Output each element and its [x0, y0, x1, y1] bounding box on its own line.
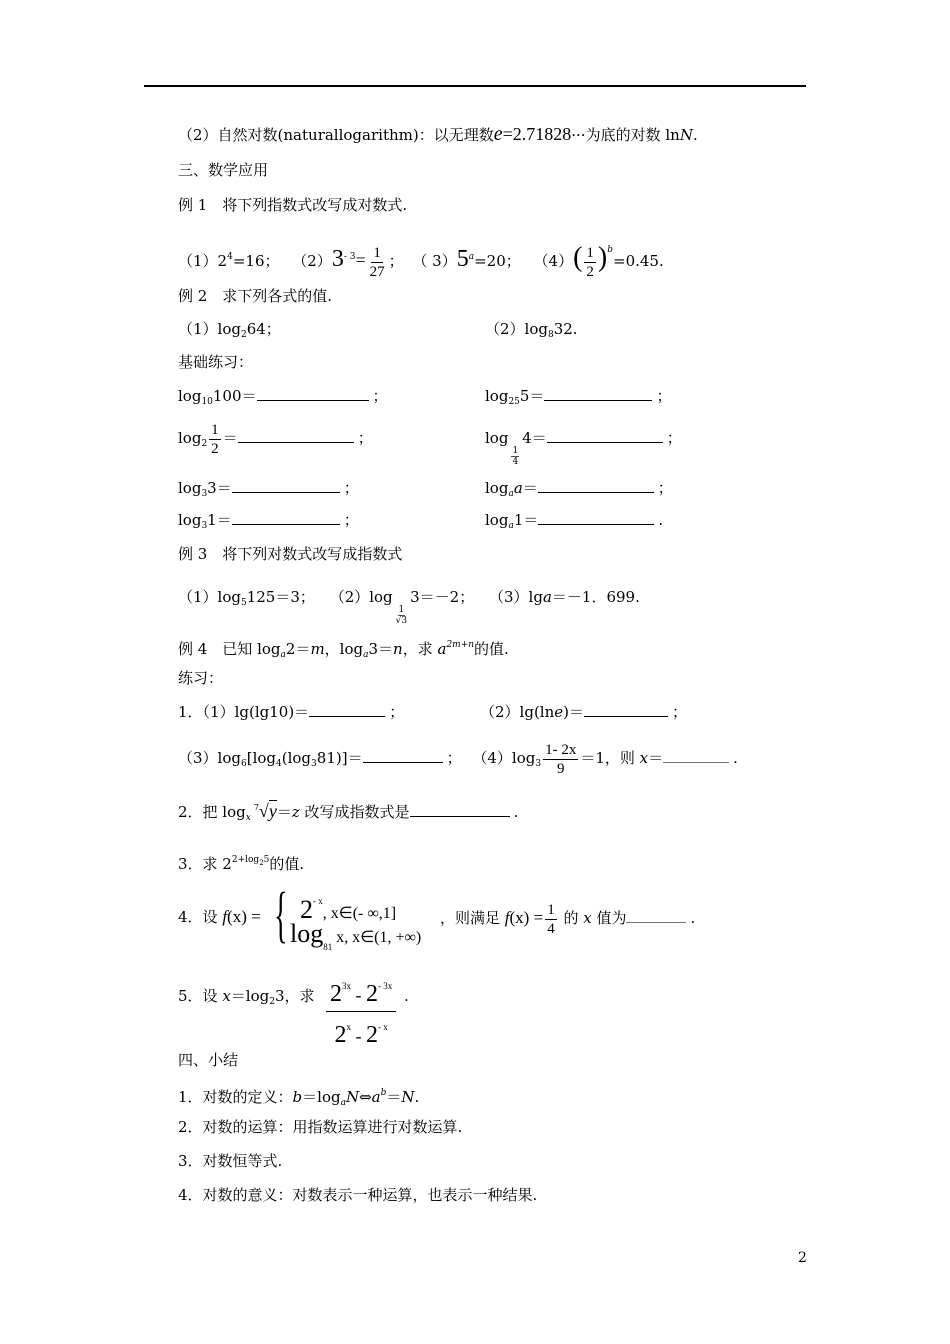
fraction [368, 244, 387, 281]
denominator: 4 [512, 457, 519, 467]
denominator: 2 [586, 263, 594, 280]
example-3-title: 例 3 将下列对数式改写成指数式 [178, 545, 403, 563]
answer-blank[interactable] [663, 748, 729, 763]
text: （1）log [178, 588, 241, 606]
var-a: a [513, 479, 523, 497]
answer-blank[interactable] [584, 702, 668, 717]
practice-5-end: . [404, 987, 409, 1005]
text: （3）lg [489, 588, 543, 606]
exercise-log2-half [178, 418, 373, 464]
text: 81)]＝ [316, 749, 363, 767]
practice-1-2 [480, 702, 687, 722]
practice-1-1 [178, 702, 404, 722]
text: . [513, 803, 519, 821]
numerator: 1 [398, 605, 405, 615]
text: 2 [366, 1022, 378, 1048]
text: （2）自然对数(naturallogarithm)：以无理数 [178, 126, 494, 144]
section-heading: 三、数学应用 [178, 161, 269, 179]
exponent: 2m+n [446, 640, 475, 650]
subscript: 5 [240, 598, 247, 608]
text: ，求 [402, 640, 438, 658]
exponent: 3x [342, 981, 351, 991]
text: 3＝ [207, 479, 232, 497]
answer-blank[interactable] [544, 386, 652, 401]
subscript: 2 [269, 997, 275, 1007]
subscript: a [280, 650, 286, 660]
subscript: a [363, 650, 369, 660]
text: ； [446, 749, 462, 767]
numerator [326, 972, 396, 1012]
var-e: e [554, 703, 564, 721]
text: 为底的对数 ln [585, 126, 680, 144]
text: ＝－1．699. [551, 588, 640, 606]
text: 2 [330, 981, 342, 1007]
text: （1） [178, 252, 218, 270]
text: (x) = [227, 907, 261, 926]
text: =20； [474, 252, 521, 270]
text: （4）log [472, 749, 536, 767]
text: 的值. [269, 855, 305, 873]
subscript: 10 [201, 397, 213, 407]
text: 64； [246, 320, 281, 338]
subscript: 81 [323, 942, 333, 952]
answer-blank[interactable] [363, 748, 443, 763]
var-N: N [401, 1088, 415, 1106]
text: log [178, 429, 202, 447]
var-f: f [222, 907, 228, 926]
answer-blank[interactable] [538, 478, 654, 493]
text: . [690, 909, 696, 927]
subscript: a [340, 1098, 346, 1108]
basic-practice-title: 基础练习： [178, 353, 254, 371]
text: ； [657, 479, 673, 497]
answer-blank[interactable] [309, 702, 385, 717]
example-4 [178, 635, 509, 665]
exponent: 2+log [231, 855, 260, 865]
text: =2.71828 [502, 124, 572, 144]
var-b: b [292, 1088, 303, 1106]
subscript: 4 [276, 759, 282, 769]
exercise-loga-a [485, 478, 673, 504]
subscript: 25 [508, 397, 520, 407]
practice-5-prefix [178, 986, 315, 1012]
text: 值为 [591, 909, 627, 927]
text: log [178, 511, 202, 529]
practice-4-prefix [178, 907, 261, 927]
subscript: 8 [547, 330, 554, 340]
text: = [355, 250, 366, 270]
text: ； [372, 387, 388, 405]
text: ··· [571, 126, 586, 144]
text: 5＝ [519, 387, 545, 405]
text: ＝1，则 [580, 749, 640, 767]
text: ； [656, 387, 672, 405]
text: 5．设 [178, 987, 223, 1005]
root-index: 7 [253, 803, 259, 812]
header-rule [144, 85, 806, 87]
text: - [351, 1026, 366, 1046]
example-1-title: 例 1 将下列指数式改写成对数式. [178, 196, 408, 214]
text: ＝ [222, 429, 238, 447]
text: . [658, 511, 664, 529]
exercise-log10-100 [178, 386, 388, 412]
section-heading: 四、小结 [178, 1051, 239, 1069]
text: log [178, 387, 202, 405]
subscript: 6 [240, 759, 247, 769]
text: ＝ [386, 1088, 402, 1106]
var-x: x [222, 987, 231, 1005]
answer-blank[interactable] [410, 802, 510, 817]
exponent: - 3 [343, 252, 356, 262]
text: 3．求 2 [178, 855, 232, 873]
subscript-fraction [511, 446, 519, 468]
fraction [545, 901, 557, 938]
fraction [543, 741, 578, 778]
text: 2 [366, 981, 378, 1007]
var-a: a [371, 1088, 381, 1106]
text: 改写成指数式是 [299, 803, 410, 821]
answer-blank[interactable] [232, 510, 340, 525]
summary-3: 3．对数恒等式. [178, 1152, 283, 1170]
text: 的 [558, 909, 584, 927]
fraction [584, 244, 596, 281]
text: ＝log [302, 1088, 341, 1106]
text: ＝ [276, 803, 292, 821]
var-a: a [542, 588, 552, 606]
subscript: 3 [535, 759, 542, 769]
numerator: 1- 2x [545, 741, 577, 758]
text: （2） [292, 252, 332, 270]
text: 5 [456, 246, 469, 272]
practice-4-suffix [440, 898, 695, 938]
example-1-items: $(1)2^4=16$； $(2)3^{- 3}=$ $\frac{1}{27}$ ； （ $3)5^a=20$； （4）( $\frac{1}{2}$ )$^b$=0.45. [178, 242, 664, 280]
text: 32. [553, 320, 578, 338]
practice-5-fraction [326, 972, 396, 1053]
summary-4: 4．对数的意义：对数表示一种运算，也表示一种结果. [178, 1186, 538, 1204]
var-n: n [393, 640, 403, 658]
text: =16； [232, 252, 280, 270]
exponent: x [346, 1022, 351, 1032]
text: log [485, 479, 509, 497]
text: 的值. [474, 640, 509, 658]
text: ； [666, 429, 682, 447]
subscript: 3 [201, 489, 208, 499]
example-2-item-1 [178, 319, 281, 345]
text: )＝ [563, 703, 585, 721]
text: log [485, 429, 509, 447]
subscript: x [245, 813, 251, 823]
exponent: b [607, 245, 613, 255]
text: ⇔ [359, 1088, 372, 1106]
text: 1．对数的定义： [178, 1088, 293, 1106]
subscript: a [508, 521, 514, 531]
text: ，log [324, 640, 364, 658]
text: （2）log [485, 320, 548, 338]
natural-log-line [178, 124, 698, 145]
text: 1．（1）lg(lg10)＝ [178, 703, 310, 721]
exercise-loga-1 [485, 510, 663, 536]
page-number: 2 [798, 1250, 807, 1266]
example-2-item-2 [485, 319, 578, 345]
text: 4．设 [178, 908, 223, 926]
text: ； [357, 429, 373, 447]
text: （ 3） [412, 252, 457, 270]
text: 3＝－2； [410, 588, 475, 606]
text: 125＝3； [246, 588, 315, 606]
exponent: - 3x [378, 981, 393, 991]
text: 1＝ [513, 511, 539, 529]
summary-1 [178, 1083, 419, 1113]
answer-blank[interactable] [547, 428, 663, 443]
subscript: 3 [201, 521, 208, 531]
exercise-log-quarter-4 [485, 428, 682, 468]
exercise-log25-5 [485, 386, 671, 412]
denominator: 2 [211, 440, 219, 457]
text: 3 [331, 246, 344, 272]
text: ； [388, 252, 404, 270]
text: （1）log [178, 320, 241, 338]
denominator: 4 [547, 920, 555, 937]
practice-3 [178, 850, 304, 874]
text: （2）lg(ln [480, 703, 555, 721]
text: log [290, 919, 324, 948]
text: 3＝ [368, 640, 394, 658]
text: ； [343, 511, 359, 529]
subscript-fraction [396, 605, 407, 627]
example-3-items [178, 587, 640, 627]
text: ＝log [230, 987, 270, 1005]
text: 2．把 log [178, 803, 246, 821]
denominator: 27 [369, 263, 385, 280]
practice-1-3-4 [178, 738, 738, 784]
text: 例 4 已知 log [178, 640, 281, 658]
var-f: f [504, 908, 510, 927]
radical-sign: √ [258, 801, 269, 821]
denominator: √3 [395, 616, 408, 626]
exercise-log3-3 [178, 478, 359, 504]
answer-blank[interactable] [626, 908, 686, 923]
numerator: 1 [586, 244, 594, 261]
practice-title: 练习： [178, 669, 224, 687]
text: x, x∈(1, +∞) [332, 929, 422, 946]
answer-blank[interactable] [238, 428, 354, 443]
text: . [733, 749, 738, 767]
var-N: N [345, 1088, 360, 1106]
text: (log [281, 749, 312, 767]
text: . [414, 1088, 420, 1106]
exponent: 4 [227, 252, 233, 262]
piecewise-brace: { [274, 881, 288, 949]
text: (x) = [509, 908, 544, 927]
answer-blank[interactable] [232, 478, 340, 493]
text: 2＝ [285, 640, 311, 658]
var-x: x [583, 909, 592, 927]
exponent-subscript: 2 [259, 859, 264, 867]
text: [log [246, 749, 277, 767]
text: （4） [533, 252, 574, 270]
text: ； [672, 703, 688, 721]
exponent: a [468, 252, 475, 262]
exercise-log3-1 [178, 510, 359, 536]
practice-2 [178, 796, 518, 830]
text: ＝ [522, 479, 538, 497]
text: 2 [334, 1022, 347, 1048]
text: 3，求 [274, 987, 315, 1005]
subscript: 2 [240, 330, 247, 340]
var-e: e [493, 123, 503, 145]
text: log [485, 511, 509, 529]
exponent: 5 [263, 855, 270, 865]
text: 100＝ [212, 387, 257, 405]
numerator: 1 [547, 901, 555, 918]
text: ＝ [648, 749, 664, 767]
text: log [485, 387, 509, 405]
radicand: y [268, 801, 277, 821]
text: - [351, 985, 366, 1005]
exponent: b [380, 1088, 387, 1098]
text: ； [389, 703, 405, 721]
text: 2 [217, 252, 228, 270]
text: 1＝ [207, 511, 232, 529]
subscript: 3 [311, 759, 317, 769]
denominator [331, 1012, 392, 1053]
var-a: a [437, 640, 447, 658]
text: （2）log [329, 588, 393, 606]
text: log [178, 479, 202, 497]
text: =0.45. [613, 252, 664, 270]
text: ； [343, 479, 359, 497]
text: . [692, 126, 698, 144]
numerator: 1 [373, 244, 381, 261]
exponent: - x [313, 896, 323, 906]
text: , x∈(- ∞,1] [322, 905, 397, 922]
numerator: 1 [211, 421, 219, 438]
answer-blank[interactable] [257, 386, 369, 401]
denominator: 9 [556, 760, 565, 777]
answer-blank[interactable] [538, 510, 654, 525]
text: 2 [300, 895, 313, 924]
var-m: m [310, 640, 325, 658]
exponent: - x [378, 1022, 388, 1032]
var-x: x [639, 749, 649, 767]
subscript: a [508, 489, 514, 499]
text: （3）log [178, 749, 241, 767]
summary-2: 2．对数的运算：用指数运算进行对数运算. [178, 1118, 463, 1136]
numerator: 1 [512, 446, 519, 456]
text: ，则满足 [440, 909, 505, 927]
piecewise-case-2 [290, 918, 421, 963]
fraction [209, 421, 221, 458]
text: 4＝ [522, 429, 547, 447]
var-N: N [679, 126, 693, 144]
var-z: z [291, 803, 300, 821]
example-2-title: 例 2 求下列各式的值. [178, 287, 333, 305]
subscript: 2 [201, 439, 208, 449]
